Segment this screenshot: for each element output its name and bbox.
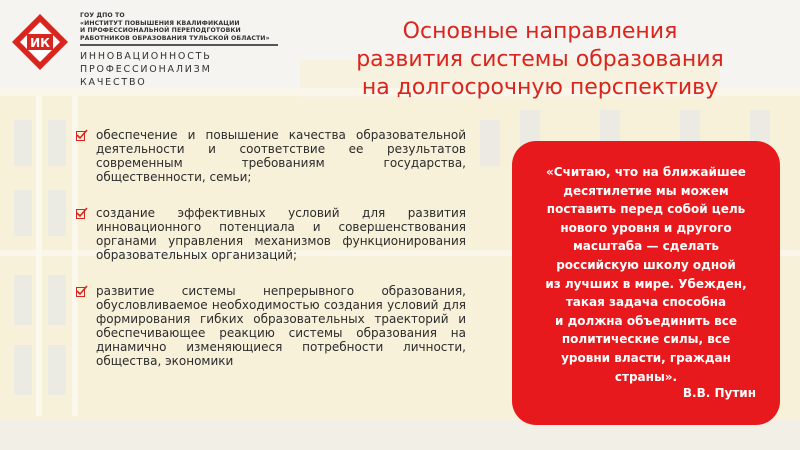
list-item-text: развитие системы непрерывного образования, обусловливаемое необходимостью создания условий для формирования гибких образовательных траекторий и обеспечивающее реакцию системы образования на динамично изменяющиеся потребности личности, общества, экономики: [96, 284, 466, 368]
organization-name: [80, 12, 280, 42]
institute-logo: [10, 12, 70, 72]
list-item-text: обеспечение и повышение качества образовательной деятельности и соответствие ее результатов современным требованиям государства, общественности, семьи;: [96, 128, 466, 184]
org-line: РАБОТНИКОВ ОБРАЗОВАНИЯ ТУЛЬСКОЙ ОБЛАСТИ»: [80, 34, 270, 42]
checkbox-bullet-icon: [76, 285, 88, 297]
quote-author: В.В. Путин: [682, 386, 756, 401]
org-line: И ПРОФЕССИОНАЛЬНОЙ ПЕРЕПОДГОТОВКИ: [80, 27, 241, 35]
title-line: на долгосрочную перспективу: [361, 75, 719, 100]
list-item: [76, 206, 466, 262]
directions-list: [76, 128, 466, 390]
motto: [80, 50, 212, 89]
quote-box: [512, 141, 780, 425]
title-line: развития системы образования: [356, 47, 724, 72]
motto-line: ПРОФЕССИОНАЛИЗМ: [80, 64, 212, 75]
checkbox-bullet-icon: [76, 207, 88, 219]
list-item: [76, 284, 466, 368]
list-item: [76, 128, 466, 184]
title-line: Основные направления: [402, 19, 678, 44]
motto-line: КАЧЕСТВО: [80, 77, 147, 88]
logo-letters: ИК: [30, 36, 50, 50]
motto-line: ИННОВАЦИОННОСТЬ: [80, 51, 212, 62]
list-item-text: создание эффективных условий для развития инновационного потенциала и совершенствования органами управления механизмов функционирования образовательных организаций;: [96, 206, 466, 262]
checkbox-bullet-icon: [76, 129, 88, 141]
slide-title: [285, 18, 795, 102]
org-line: «ИНСТИТУТ ПОВЫШЕНИЯ КВАЛИФИКАЦИИ: [80, 19, 240, 27]
org-line: ГОУ ДПО ТО: [80, 12, 125, 19]
quote-text: «Считаю, что на ближайшее десятилетие мы можем поставить перед собой цель нового уровня и другого масштаба — сделать российскую школу одной из лучших в мире. Убежден, такая задача способна и должна объединить все политические силы, все уровни власти, граждан страны».: [545, 165, 747, 384]
org-divider: [80, 44, 278, 46]
